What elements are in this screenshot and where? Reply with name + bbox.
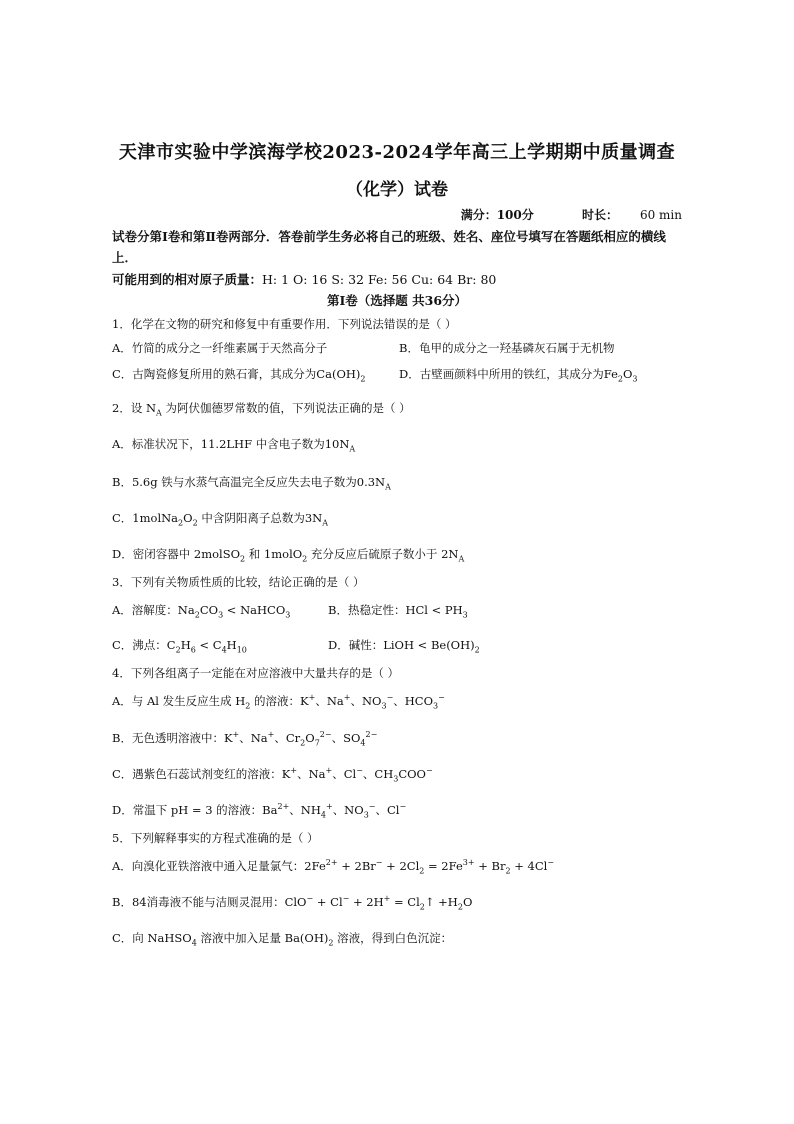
q4-option-a: A．与 Al 发生反应生成 $H_2$ 的溶液：K+、Na+、$NO_3^-$、$HCO_3^-$: [112, 693, 445, 711]
q1-option-b: B．龟甲的成分之一羟基磷灰石属于无机物: [399, 341, 615, 355]
q2-option-d: D．密闭容器中 2molSO$_2$ 和 1molO$_2$ 充分反应后硫原子数小于 $2N_A$: [112, 547, 465, 564]
q2-option-c: C．$1molNa_2O_2$ 中含阴阳离子总数为$3N_A$: [112, 511, 328, 528]
exam-subtitle: （化学）试卷: [346, 180, 448, 200]
section-title: 第Ⅰ卷（选择题 共36分）: [326, 293, 468, 308]
gas-arrow-icon: ↑: [424, 895, 435, 909]
q5-option-b: B．84消毒液不能与洁厕灵混用：$ClO^- + Cl^- + 2H^+ = Cl_2↑ +H_2O$: [112, 894, 473, 912]
q3-option-a: A．溶解度：$Na_2CO_3$ < NaHCO$_3$: [112, 603, 291, 620]
exam-title: 天津市实验中学滨海学校2023-2024学年高三上学期期中质量调查: [118, 142, 676, 163]
q2-stem: 2．设 $N_A$ 为阿伏伽德罗常数的值，下列说法正确的是（ ）: [112, 401, 411, 418]
q1-option-a: A．竹简的成分之一纤维素属于天然高分子: [112, 341, 328, 355]
q1-option-d: D．古壁画颜料中所用的铁红，其成分为$Fe_2O_3$: [399, 367, 638, 384]
duration: 时长： 60 min: [581, 208, 682, 222]
q2-option-b: B．5.6g 铁与水蒸气高温完全反应失去电子数为$0.3N_A$: [112, 475, 391, 492]
q4-stem: 4．下列各组离子一定能在对应溶液中大量共存的是（ ）: [112, 666, 399, 680]
q5-option-c: C．向 NaHSO$_4$ 溶液中加入足量 $Ba(OH)_2$ 溶液，得到白色沉淀：: [112, 931, 453, 948]
q1-option-c: C．古陶瓷修复所用的熟石膏，其成分为$Ca(OH)_2$: [112, 367, 366, 384]
q3-option-c: C．沸点：$C_2H_6 < C_4H_{10}$: [112, 638, 247, 655]
q4-option-c: C．遇紫色石蕊试剂变红的溶液：K+、Na+、Cl−、$CH_3COO^-$: [112, 766, 433, 784]
q1-stem: 1．化学在文物的研究和修复中有重要作用．下列说法错误的是（ ）: [112, 317, 457, 331]
exam-meta: [439, 206, 682, 223]
exam-instructions: 试卷分第Ⅰ卷和第Ⅱ卷两部分．答卷前学生务必将自己的班级、姓名、座位号填写在答题纸相应的横线上．: [112, 229, 666, 265]
q4-option-d: D．常温下 pH = 3 的溶液：$Ba^{2+}$、$NH_4^+$、$NO_3^-$、Cl−: [112, 802, 407, 820]
q5-option-a: A．向溴化亚铁溶液中通入足量氯气：$2Fe^{2+} + 2Br^- + 2Cl_2 = 2Fe^{3+} + Br_2 + 4Cl^-$: [112, 858, 555, 876]
atomic-masses: 可能用到的相对原子质量：H: 1 O: 16 S: 32 Fe: 56 Cu: 64 Br: 80: [112, 272, 497, 287]
q3-option-b: B．热稳定性：HCl < $PH_3$: [328, 603, 468, 620]
q5-stem: 5．下列解释事实的方程式准确的是（ ）: [112, 831, 319, 845]
q4-option-b: B．无色透明溶液中：K+、Na+、$Cr_2O_7^{2-}$、$SO_4^{2-}$: [112, 730, 378, 748]
q2-option-a: A．标准状况下，11.2LHF 中含电子数为$10N_A$: [112, 437, 356, 454]
q3-stem: 3．下列有关物质性质的比较，结论正确的是（ ）: [112, 575, 365, 589]
q3-option-d: D．碱性：LiOH < $Be(OH)_2$: [328, 638, 480, 655]
full-score: 满分：100分: [460, 208, 534, 222]
